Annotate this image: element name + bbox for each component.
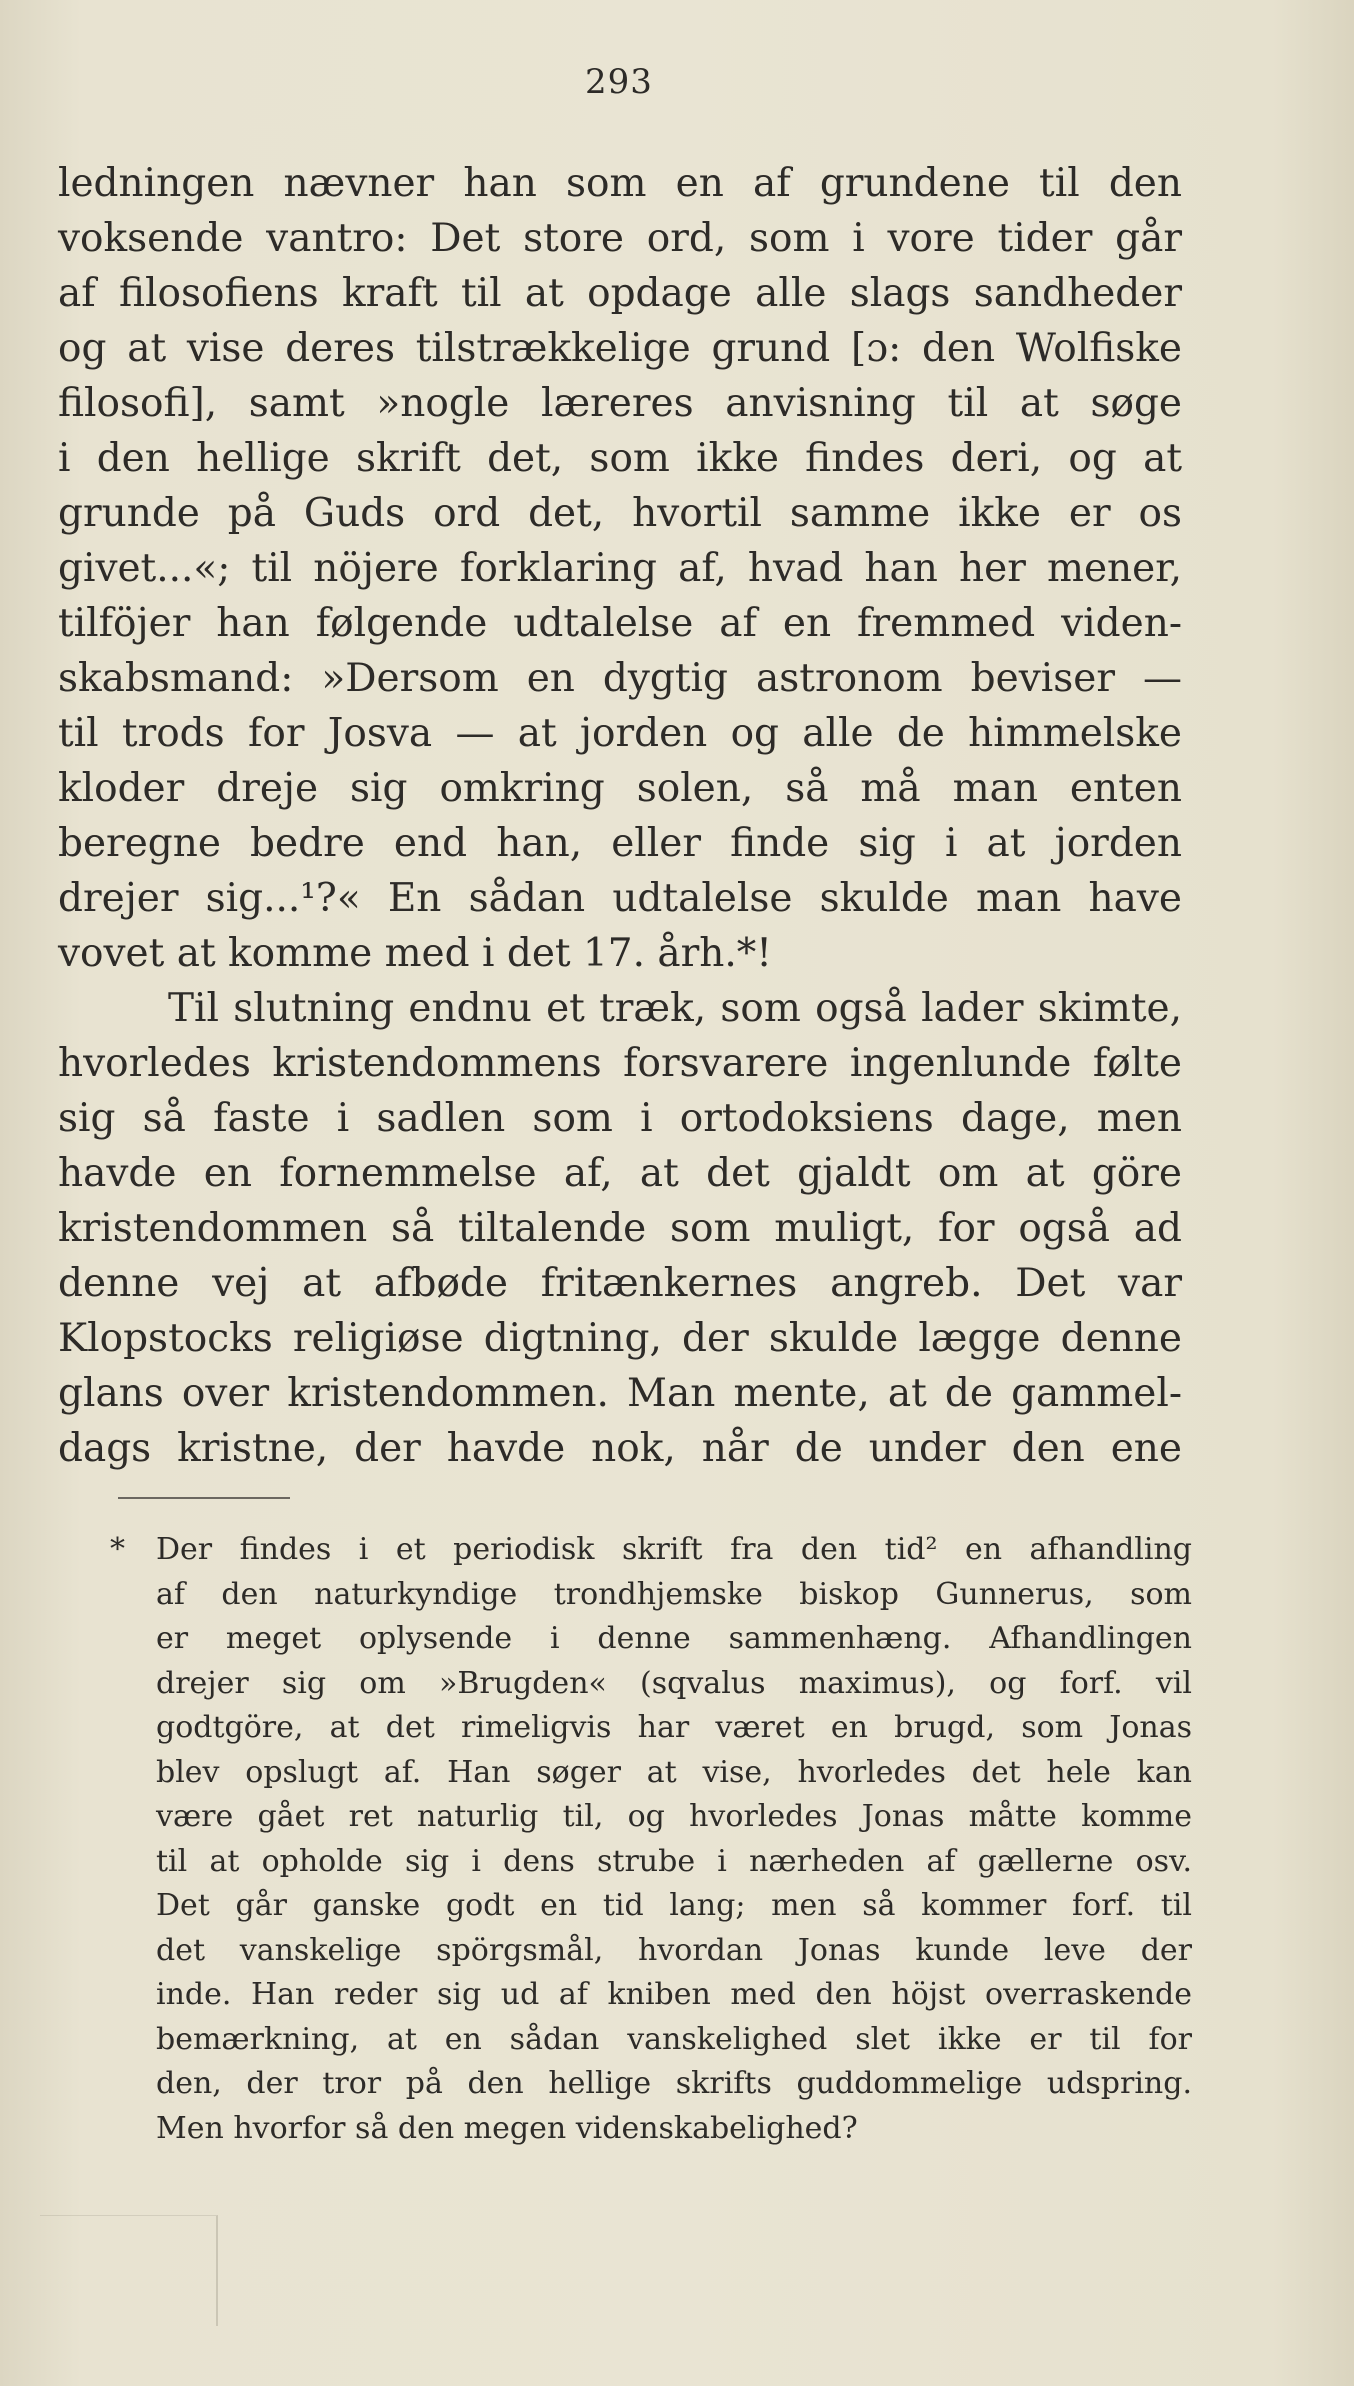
footnote-marker: * xyxy=(110,1532,125,1567)
footnote-line: Men hvorfor så den megen videnskabelighed? xyxy=(156,2110,858,2146)
footnote-line: bemærkning, at en sådan vanskelighed slet ikke er til for xyxy=(156,2021,1192,2057)
body-line: kristendommen så tiltalende som muligt, for også ad xyxy=(58,1206,1182,1251)
body-line: i den hellige skrift det, som ikke findes deri, og at xyxy=(58,436,1182,481)
body-line: filosofi], samt »nogle læreres anvisning til at søge xyxy=(58,381,1182,426)
body-line: givet...«; til nöjere forklaring af, hvad han her mener, xyxy=(58,546,1182,591)
body-line: til trods for Josva — at jorden og alle de himmelske xyxy=(58,711,1182,756)
footnote-line: inde. Han reder sig ud af kniben med den höjst overraskende xyxy=(156,1977,1192,2012)
body-line: tilföjer han følgende udtalelse af en fremmed viden- xyxy=(58,601,1182,646)
footnote-line: det vanskelige spörgsmål, hvordan Jonas kunde leve der xyxy=(156,1932,1192,1968)
footnote-line: af den naturkyndige trondhjemske biskop Gunnerus, som xyxy=(156,1576,1192,1612)
footnote-line: drejer sig om »Brugden« (sqvalus maximus), og forf. vil xyxy=(156,1665,1192,1701)
paragraph-start-line: Til slutning endnu et træk, som også lader skimte, xyxy=(168,986,1182,1031)
body-text xyxy=(58,156,1182,1476)
footnote-divider xyxy=(118,1497,290,1499)
footnote-line: godtgöre, at det rimeligvis har været en brugd, som Jonas xyxy=(156,1710,1192,1745)
footnote-line: den, der tror på den hellige skrifts guddommelige udspring. xyxy=(156,2066,1192,2101)
body-line: kloder dreje sig omkring solen, så må man enten xyxy=(58,766,1182,811)
body-line: drejer sig...¹?« En sådan udtalelse skulde man have xyxy=(58,876,1182,921)
footnote-line: er meget oplysende i denne sammenhæng. Afhandlingen xyxy=(156,1621,1192,1656)
body-line: skabsmand: »Dersom en dygtig astronom beviser — xyxy=(58,656,1182,701)
body-line: glans over kristendommen. Man mente, at de gammel- xyxy=(58,1371,1182,1416)
body-line: vovet at komme med i det 17. årh.*! xyxy=(58,931,772,976)
page-number: 293 xyxy=(585,62,653,102)
body-line: beregne bedre end han, eller finde sig i at jorden xyxy=(58,821,1182,866)
footnote-line: blev opslugt af. Han søger at vise, hvorledes det hele kan xyxy=(156,1754,1192,1790)
body-line: Klopstocks religiøse digtning, der skulde lægge denne xyxy=(58,1316,1182,1361)
footnote-line: til at opholde sig i dens strube i nærheden af gællerne osv. xyxy=(156,1843,1192,1879)
footnote-line-text: Der findes i et periodisk skrift fra den tid² en afhandling xyxy=(156,1532,1192,1567)
body-line: grunde på Guds ord det, hvortil samme ikke er os xyxy=(58,491,1182,536)
scan-artifact xyxy=(40,2215,218,2326)
body-line: og at vise deres tilstrækkelige grund [ɔ: den Wolfiske xyxy=(58,326,1182,371)
body-line: af filosofiens kraft til at opdage alle slags sandheder xyxy=(58,271,1182,316)
body-line: denne vej at afbøde fritænkernes angreb. Det var xyxy=(58,1261,1182,1306)
body-line: ledningen nævner han som en af grundene til den xyxy=(58,161,1182,206)
footnote-line: være gået ret naturlig til, og hvorledes Jonas måtte komme xyxy=(156,1799,1192,1834)
body-line: voksende vantro: Det store ord, som i vore tider går xyxy=(58,216,1182,261)
footnote-line: Det går ganske godt en tid lang; men så kommer forf. til xyxy=(156,1888,1192,1923)
footnote xyxy=(110,1528,1192,2151)
body-line: hvorledes kristendommens forsvarere ingenlunde følte xyxy=(58,1041,1182,1086)
body-line: dags kristne, der havde nok, når de under den ene xyxy=(58,1426,1182,1471)
footnote-line xyxy=(110,1528,1192,1573)
body-line: havde en fornemmelse af, at det gjaldt om at göre xyxy=(58,1151,1182,1196)
body-line: sig så faste i sadlen som i ortodoksiens dage, men xyxy=(58,1096,1182,1141)
